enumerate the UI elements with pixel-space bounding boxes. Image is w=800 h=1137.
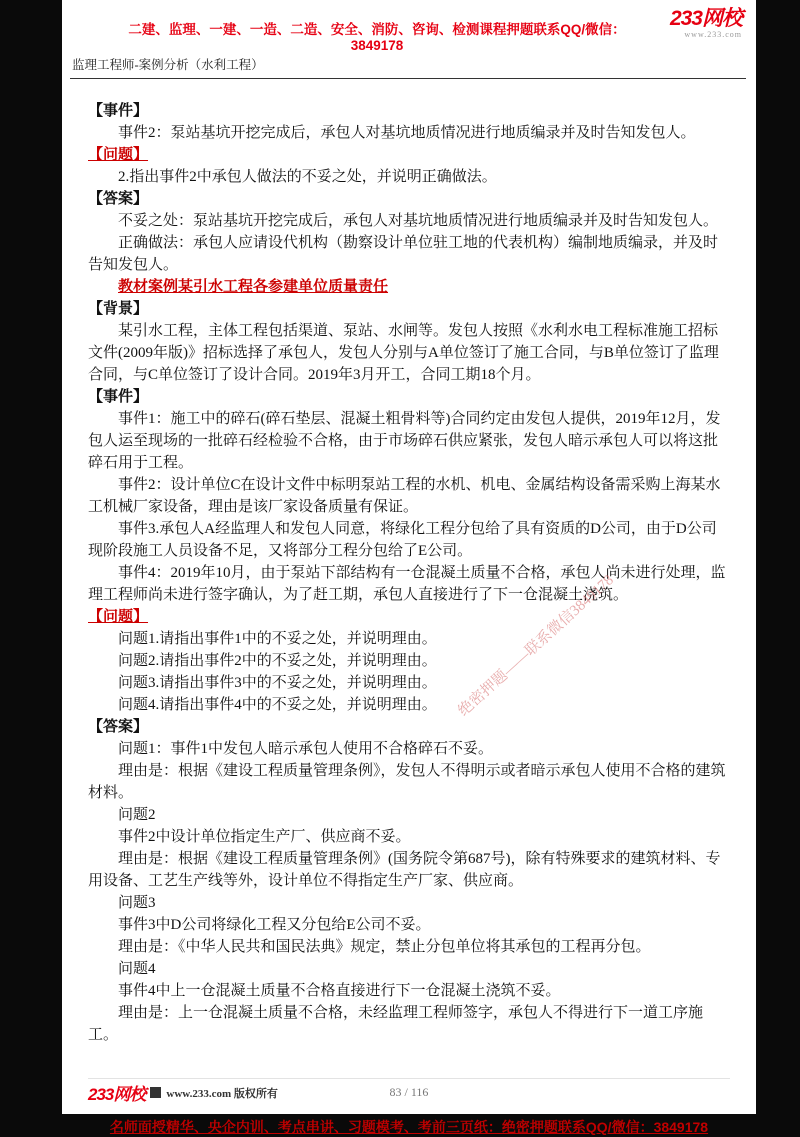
paragraph: 某引水工程，主体工程包括渠道、泵站、水闸等。发包人按照《水利水电工程标准施工招标文件(2009年版)》招标选择了承包人，发包人分别与A单位签订了施工合同，与B单位签订了监理合同，与C单位签订了设计合同。2019年3月开工，合同工期18个月。 [88,323,719,383]
paragraph: 【问题】 [88,147,149,163]
document-page [62,0,756,1114]
paragraph: 事件3中D公司将绿化工程又分包给E公司不妥。 [118,917,431,933]
paragraph: 2.指出事件2中承包人做法的不妥之处，并说明正确做法。 [118,169,497,185]
paragraph: 理由是：根据《建设工程质量管理条例》，发包人不得明示或者暗示承包人使用不合格的建筑材料。 [88,763,726,801]
paragraph: 正确做法：承包人应请设代机构（勘察设计单位驻工地的代表机构）编制地质编录，并及时告知发包人。 [88,235,719,273]
document-title: 监理工程师-案例分析（水利工程） [72,58,264,72]
paragraph: 【事件】 [88,103,149,119]
paragraph: 理由是：上一仓混凝土质量不合格，未经监理工程师签字，承包人不得进行下一道工序施工。 [88,1005,704,1043]
paragraph: 【答案】 [88,719,149,735]
brand-logo [650,8,746,39]
paragraph: 问题4 [118,961,156,977]
paragraph: 理由是：《中华人民共和国民法典》规定，禁止分包单位将其承包的工程再分包。 [118,939,651,955]
paragraph: 问题1.请指出事件1中的不妥之处，并说明理由。 [118,631,437,647]
logo-mark-icon [150,1087,161,1098]
document-content [62,79,756,1046]
paragraph: 问题4.请指出事件4中的不妥之处，并说明理由。 [118,697,437,713]
paragraph: 【问题】 [88,609,149,625]
paragraph: 事件1：施工中的碎石(碎石垫层、混凝土粗骨料等)合同约定由发包人提供，2019年12月，发包人运至现场的一批碎石经检验不合格，由于市场碎石供应紧张，发包人暗示承包人可以将这批碎石用于工程。 [88,411,721,471]
header-promo-text: 二建、监理、一建、一造、二造、安全、消防、咨询、检测课程押题联系QQ/微信：3849178 [128,22,626,53]
paragraph: 事件2中设计单位指定生产厂、供应商不妥。 [118,829,411,845]
paragraph: 问题1：事件1中发包人暗示承包人使用不合格碎石不妥。 [118,741,494,757]
paragraph: 不妥之处：泵站基坑开挖完成后，承包人对基坑地质情况进行地质编录并及时告知发包人。 [118,213,719,229]
page-number: 83 / 116 [389,1085,429,1099]
paragraph: 问题3 [118,895,156,911]
paragraph: 问题2.请指出事件2中的不妥之处，并说明理由。 [118,653,437,669]
footer-copyright: www.233.com 版权所有 [166,1087,278,1100]
page-footer [88,1078,730,1106]
paragraph: 教材案例某引水工程各参建单位质量责任 [118,279,389,295]
paragraph: 【答案】 [88,191,149,207]
footer-logo-text: 233网校 [88,1085,146,1104]
paragraph: 【背景】 [88,301,149,317]
paragraph: 事件4：2019年10月，由于泵站下部结构有一仓混凝土质量不合格，承包人尚未进行处理，监理工程师尚未进行签字确认，为了赶工期，承包人直接进行了下一仓混凝土浇筑。 [88,565,726,603]
page-header [62,0,756,79]
paragraph: 问题3.请指出事件3中的不妥之处，并说明理由。 [118,675,437,691]
paragraph: 事件2：泵站基坑开挖完成后，承包人对基坑地质情况进行地质编录并及时告知发包人。 [118,125,696,141]
paragraph: 问题2 [118,807,156,823]
footer-branding [88,1080,278,1105]
footer-promo-text: 名师面授精华、央企内训、考点串讲、习题模考、考前三页纸：绝密押题联系QQ/微信：3849178 [109,1119,709,1135]
paragraph: 【事件】 [88,389,149,405]
paragraph: 事件2：设计单位C在设计文件中标明泵站工程的水机、机电、金属结构设备需采购上海某水工机械厂家设备，理由是该厂家设备质量有保证。 [88,477,721,515]
brand-logo-site: www.233.com [684,30,742,39]
paragraph: 事件4中上一仓混凝土质量不合格直接进行下一仓混凝土浇筑不妥。 [118,983,561,999]
paragraph: 事件3.承包人A经监理人和发包人同意，将绿化工程分包给了具有资质的D公司，由于D公司现阶段施工人员设备不足，又将部分工程分包给了E公司。 [88,521,717,559]
watermark-text: 绝密押题——联系微信3849178 [455,572,617,720]
brand-logo-text: 233网校 [669,7,742,30]
paragraph: 理由是：根据《建设工程质量管理条例》(国务院令第687号)，除有特殊要求的建筑材料、专用设备、工艺生产线等外，设计单位不得指定生产厂家、供应商。 [88,851,721,889]
